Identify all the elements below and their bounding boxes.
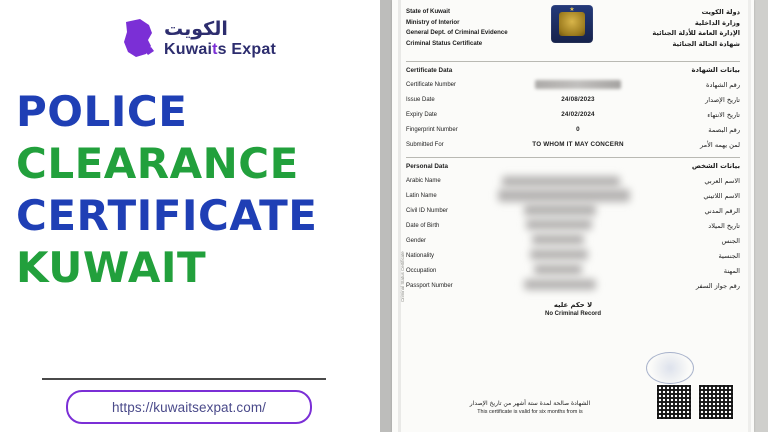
personal-data-rows <box>406 173 740 293</box>
header-ar-line-4: شهادة الحالة الجنائية <box>672 39 740 48</box>
field-label-ar: تاريخ الإصدار <box>705 95 740 104</box>
section-rule <box>406 157 740 158</box>
section-title-ar: بيانات الشخص <box>691 162 740 170</box>
field-value: 24/02/2024 <box>561 111 595 118</box>
field-label-ar: الرقم المدني <box>704 206 740 215</box>
brand-latin <box>164 42 276 58</box>
criminal-record-result <box>406 301 740 319</box>
section-title-en: Personal Data <box>406 162 448 170</box>
section-title-ar: بيانات الشهادة <box>691 66 740 74</box>
header-rule <box>406 61 740 62</box>
header-en-line-3: General Dept. of Criminal Evidence <box>406 29 508 36</box>
result-text-ar: لا حكم عليه <box>553 301 593 309</box>
headline-line-4: KUWAIT <box>16 243 207 292</box>
side-strip-text: Criminal Status Certificate <box>400 251 405 302</box>
field-label: Submitted For <box>406 141 444 148</box>
validity-note-en: This certificate is valid for six months from is <box>477 409 583 415</box>
field-row-nationality <box>406 248 740 263</box>
field-label: Expiry Date <box>406 111 438 118</box>
certificate-paper <box>392 0 754 432</box>
brand-latin-suffix: s Expat <box>217 41 276 58</box>
website-url-pill[interactable] <box>66 390 312 424</box>
field-label-ar: تاريخ الانتهاء <box>707 110 740 119</box>
section-title-personal-data <box>406 162 740 170</box>
left-panel <box>0 0 380 432</box>
header-en-line-1: State of Kuwait <box>406 8 451 15</box>
field-label: Date of Birth <box>406 222 440 229</box>
brand-latin-accent: t <box>212 41 218 58</box>
section-title-en: Certificate Data <box>406 66 453 74</box>
certificate-image <box>380 0 768 432</box>
field-label: Civil ID Number <box>406 207 449 214</box>
field-value: 0 <box>576 126 580 133</box>
paper-fold-right <box>748 0 751 432</box>
brand-text <box>164 20 276 58</box>
field-label: Certificate Number <box>406 81 457 88</box>
field-label-ar: الاسم اللاتيني <box>703 191 740 200</box>
field-label: Gender <box>406 237 427 244</box>
qr-code-left <box>656 384 692 420</box>
brand-logo[interactable] <box>118 10 288 68</box>
header-ar-line-1: دولة الكويت <box>701 8 740 16</box>
certificate-header-en <box>406 7 508 49</box>
field-row-civil-id-number <box>406 203 740 218</box>
field-value-redacted <box>494 80 662 89</box>
field-row-arabic-name <box>406 173 740 188</box>
headline-line-2: CLEARANCE <box>16 139 299 188</box>
field-label: Issue Date <box>406 96 435 103</box>
field-label-ar: تاريخ الميلاد <box>708 221 740 230</box>
field-row-latin-name <box>406 188 740 203</box>
website-url-text: https://kuwaitsexpat.com/ <box>111 399 267 415</box>
validity-note <box>416 400 644 416</box>
field-label: Arabic Name <box>406 177 441 184</box>
field-row-fingerprint-number <box>406 122 740 137</box>
field-row-gender <box>406 233 740 248</box>
brand-arabic: الكويت <box>164 18 228 40</box>
header-en-line-2: Ministry of Interior <box>406 18 460 26</box>
background-right-band <box>752 0 768 432</box>
section-title-certificate-data <box>406 66 740 74</box>
field-row-expiry-date <box>406 107 740 122</box>
header-ar-line-3: الإدارة العامة للأدلة الجنائية <box>652 29 740 37</box>
field-row-occupation <box>406 263 740 278</box>
field-row-submitted-for <box>406 137 740 152</box>
field-row-passport-number <box>406 278 740 293</box>
kuwait-map-icon <box>118 16 158 62</box>
field-value: TO WHOM IT MAY CONCERN <box>532 141 624 148</box>
field-label-ar: المهنة <box>723 266 740 275</box>
field-value: 24/08/2023 <box>561 96 595 103</box>
field-label: Nationality <box>406 252 435 259</box>
header-en-line-4: Criminal Status Certificate <box>406 39 483 47</box>
field-label-ar: الاسم العربي <box>704 176 740 185</box>
field-label-ar: رقم الشهادة <box>706 80 740 89</box>
field-row-issue-date <box>406 92 740 107</box>
certificate-content <box>400 4 740 428</box>
field-label: Fingerprint Number <box>406 126 458 133</box>
field-label: Passport Number <box>406 282 453 289</box>
field-label-ar: رقم البصمة <box>708 125 740 134</box>
field-label-ar: رقم جواز السفر <box>695 281 740 290</box>
field-label: Occupation <box>406 267 437 274</box>
field-label: Latin Name <box>406 192 437 199</box>
qr-code-right <box>698 384 734 420</box>
page-title <box>16 88 372 296</box>
field-label-ar: لمن يهمه الأمر <box>699 140 740 149</box>
certificate-footer <box>406 368 740 426</box>
certificate-header <box>406 4 740 59</box>
headline-line-3: CERTIFICATE <box>16 191 318 240</box>
official-stamp <box>646 352 694 384</box>
certificate-header-ar <box>652 7 740 49</box>
brand-latin-prefix: Kuwai <box>164 41 213 58</box>
ministry-emblem-icon: ★ <box>551 5 595 45</box>
field-row-certificate-number <box>406 77 740 92</box>
headline-line-1: POLICE <box>16 87 188 136</box>
divider <box>42 378 326 380</box>
field-label-ar: الجنس <box>721 236 740 245</box>
field-row-date-of-birth <box>406 218 740 233</box>
result-text-en: No Criminal Record <box>544 311 601 317</box>
validity-note-ar: الشهادة صالحة لمدة ستة أشهر من تاريخ الإصدار <box>469 400 591 407</box>
header-ar-line-2: وزارة الداخلية <box>694 18 740 27</box>
field-label-ar: الجنسية <box>718 251 740 260</box>
